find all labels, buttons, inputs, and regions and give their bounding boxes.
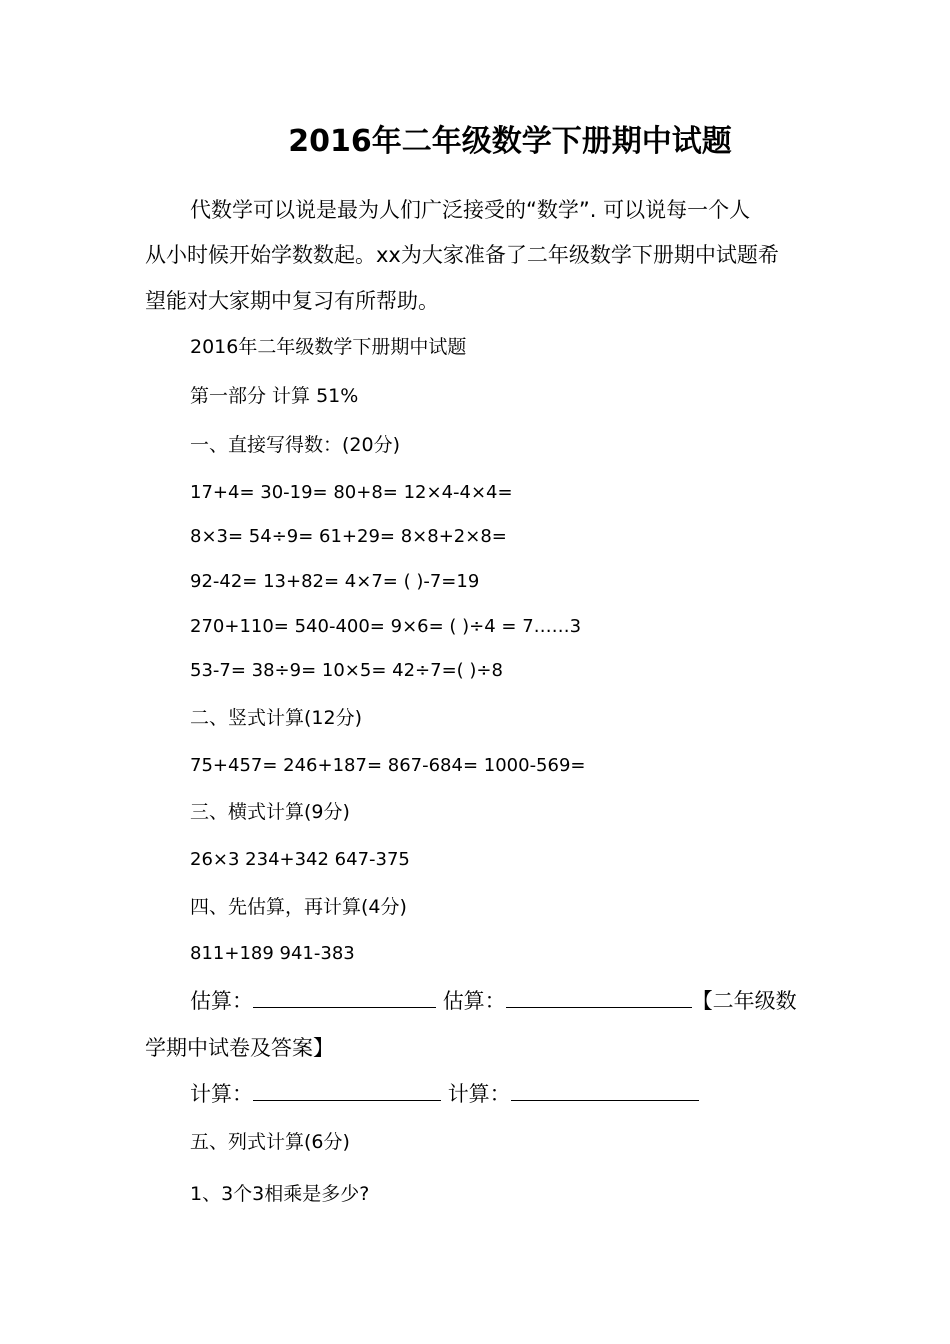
subtitle: 2016年二年级数学下册期中试题 [190,336,467,358]
calc-blank-2[interactable] [511,1082,699,1101]
section1-heading: 一、直接写得数：(20分) [190,434,401,456]
part-one-heading: 第一部分 计算 51% [190,385,359,407]
section2-row: 75+457= 246+187= 867-684= 1000-569= [190,755,586,776]
bracket-note-a: 【二年级数 [691,989,797,1013]
intro-line-3: 望能对大家期中复习有所帮助。 [145,289,439,313]
section5-heading: 五、列式计算(6分) [190,1131,350,1153]
section5-question-1: 1、3个3相乘是多少? [190,1183,370,1205]
estimate-label: 估算： [190,989,253,1013]
calc-line [190,1079,699,1109]
section3-heading: 三、横式计算(9分) [190,801,350,823]
section4-row: 811+189 941-383 [190,943,355,964]
estimate-label-2: 估算： [442,989,506,1013]
document-title: 2016年二年级数学下册期中试题 [288,124,732,159]
estimate-blank-2[interactable] [506,989,692,1008]
calc-label-2: 计算： [447,1082,511,1106]
section1-row-3: 92-42= 13+82= 4×7= ( )-7=19 [190,571,480,592]
section1-row-2: 8×3= 54÷9= 61+29= 8×8+2×8= [190,526,507,547]
estimate-line [190,986,797,1016]
bracket-note-b: 学期中试卷及答案】 [145,1036,334,1060]
section1-row-5: 53-7= 38÷9= 10×5= 42÷7=( )÷8 [190,660,503,681]
section2-heading: 二、竖式计算(12分) [190,707,363,729]
estimate-blank-1[interactable] [253,989,436,1008]
intro-line-2: 从小时候开始学数数起。xx为大家准备了二年级数学下册期中试题希 [145,243,779,267]
section3-row: 26×3 234+342 647-375 [190,849,410,870]
calc-label: 计算： [190,1082,253,1106]
section1-row-1: 17+4= 30-19= 80+8= 12×4-4×4= [190,482,513,503]
section4-heading: 四、先估算，再计算(4分) [190,896,407,918]
intro-line-1: 代数学可以说是最为人们广泛接受的“数学”. 可以说每一个人 [190,198,751,222]
section1-row-4: 270+110= 540-400= 9×6= ( )÷4 = 7……3 [190,616,582,637]
calc-blank-1[interactable] [253,1082,441,1101]
